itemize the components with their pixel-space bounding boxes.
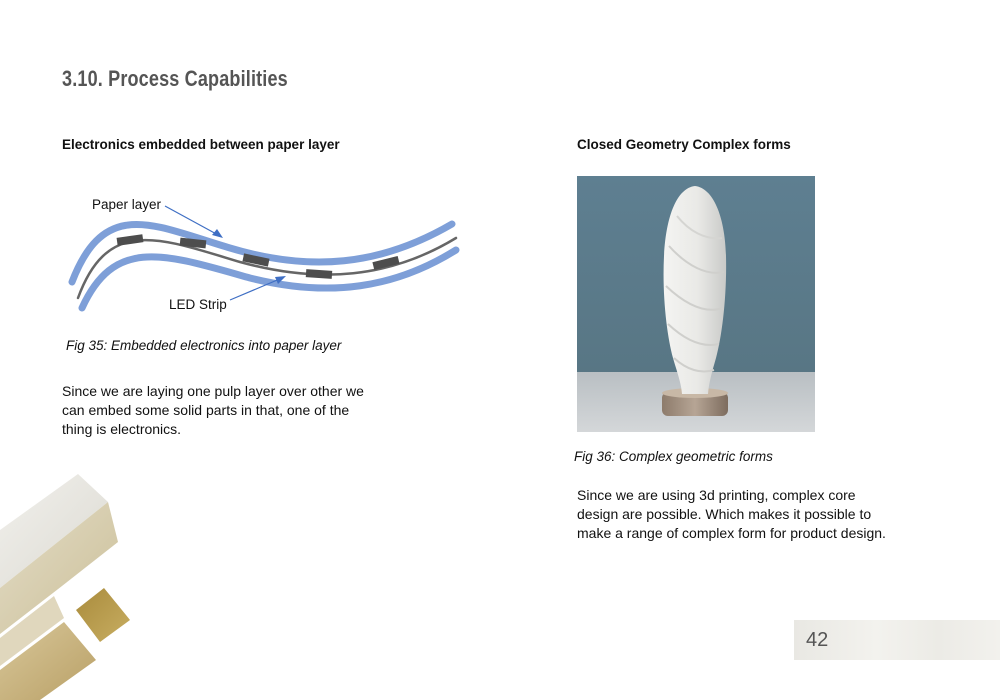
left-body-text [62,382,364,439]
paper-layer-label: Paper layer [92,197,162,212]
body-line: Since we are using 3d printing, complex core [577,487,856,503]
led-chip [306,269,332,279]
page-number: 42 [806,629,829,651]
led-strip-label: LED Strip [169,297,227,312]
body-line: can embed some solid parts in that, one of the [62,402,350,418]
paper-texture-decoration [0,470,140,700]
fig-36-caption: Fig 36: Complex geometric forms [574,449,773,464]
body-line: design are possible. Which makes it possible to [577,506,872,522]
gold-paper-square [76,588,130,642]
right-body-text [577,486,886,543]
body-line: Since we are laying one pulp layer over other we [62,383,364,399]
arrow-head-icon [212,229,223,238]
right-heading: Closed Geometry Complex forms [577,137,791,152]
page-number-box [794,620,1000,660]
page-title: 3.10. Process Capabilities [62,66,288,91]
sculpture-image [577,176,815,432]
embedded-electronics-diagram [60,186,470,316]
led-chip [117,234,144,246]
complex-form-photo [577,176,815,432]
body-line: make a range of complex form for product design. [577,525,886,541]
body-line: thing is electronics. [62,421,182,437]
paper-layer-top [72,224,452,282]
left-heading: Electronics embedded between paper layer [62,137,340,152]
fig-35-caption: Fig 35: Embedded electronics into paper layer [66,338,342,353]
